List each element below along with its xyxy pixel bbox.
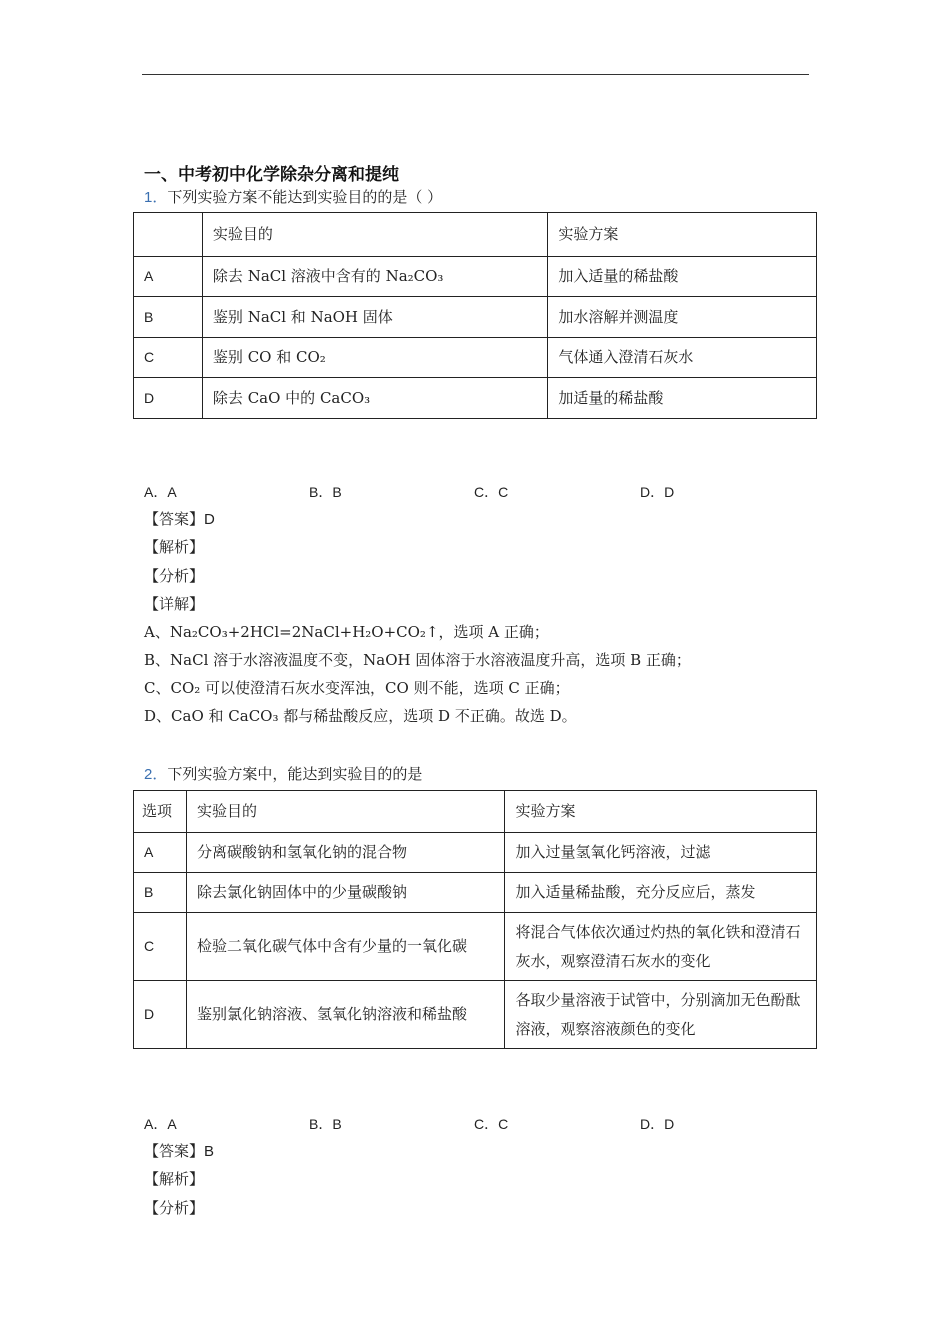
row-goal: 鉴别 CO 和 CO₂ [202, 338, 548, 378]
row-label: C [134, 338, 203, 378]
row-method: 加水溶解并测温度 [548, 297, 817, 338]
table-header-cell: 选项 [134, 791, 187, 833]
table-row [134, 338, 817, 378]
row-method: 加适量的稀盐酸 [548, 378, 817, 419]
analysis-label: 【解析】 [144, 1170, 205, 1188]
table-header-cell: 实验目的 [202, 213, 548, 257]
question-2-text: 下列实验方案中，能达到实验目的的是 [167, 765, 423, 783]
question-2-stem [144, 763, 422, 784]
row-method: 各取少量溶液于试管中，分别滴加无色酚酞溶液，观察溶液颜色的变化 [505, 981, 817, 1049]
row-method: 加入过量氢氧化钙溶液，过滤 [505, 833, 817, 873]
question-1-number: 1． [144, 189, 168, 206]
row-label: B [134, 873, 187, 913]
row-label: D [134, 981, 187, 1049]
table-row [134, 913, 817, 981]
table-row [134, 981, 817, 1049]
option-b[interactable]: B．B [309, 1116, 342, 1132]
question-1-stem [144, 186, 442, 207]
analysis-label: 【解析】 [144, 538, 205, 556]
row-label: A [134, 833, 187, 873]
question-1-text: 下列实验方案不能达到实验目的的是（ ） [167, 188, 443, 206]
row-method: 加入适量稀盐酸，充分反应后，蒸发 [505, 873, 817, 913]
table-row [134, 833, 817, 873]
row-goal: 除去 NaCl 溶液中含有的 Na₂CO₃ [202, 257, 548, 297]
question-2-number: 2． [144, 766, 168, 783]
row-method: 加入适量的稀盐酸 [548, 257, 817, 297]
option-d[interactable]: D．D [640, 1116, 675, 1132]
question-2-options [144, 1114, 824, 1136]
row-label: D [134, 378, 203, 419]
detail-line: D、CaO 和 CaCO₃ 都与稀盐酸反应，选项 D 不正确。故选 D。 [144, 707, 577, 725]
table-header-cell [134, 213, 203, 257]
table-header-row [134, 213, 817, 257]
breakdown-label: 【分析】 [144, 567, 205, 585]
table-header-row [134, 791, 817, 833]
table-row [134, 257, 817, 297]
row-goal: 除去氯化钠固体中的少量碳酸钠 [186, 873, 505, 913]
table-header-cell: 实验方案 [505, 791, 817, 833]
question-2-table [133, 790, 817, 1049]
breakdown-label: 【分析】 [144, 1199, 205, 1217]
row-label: A [134, 257, 203, 297]
row-label: C [134, 913, 187, 981]
row-goal: 检验二氧化碳气体中含有少量的一氧化碳 [186, 913, 505, 981]
answer-label: 【答案】 [144, 1142, 205, 1160]
row-goal: 除去 CaO 中的 CaCO₃ [202, 378, 548, 419]
option-d[interactable]: D．D [640, 484, 675, 500]
table-row [134, 378, 817, 419]
detail-line: B、NaCl 溶于水溶液温度不变，NaOH 固体溶于水溶液温度升高，选项 B 正确； [144, 651, 691, 669]
detail-line: A、Na₂CO₃+2HCl=2NaCl+H₂O+CO₂↑，选项 A 正确； [144, 623, 549, 641]
table-header-cell: 实验目的 [186, 791, 505, 833]
row-method: 气体通入澄清石灰水 [548, 338, 817, 378]
question-1-answer [144, 508, 215, 531]
table-row [134, 873, 817, 913]
detail-label: 【详解】 [144, 595, 205, 613]
answer-label: 【答案】 [144, 510, 205, 528]
question-1-options [144, 482, 824, 504]
row-goal: 鉴别氯化钠溶液、氢氧化钠溶液和稀盐酸 [186, 981, 505, 1049]
table-header-cell: 实验方案 [548, 213, 817, 257]
question-1-table [133, 212, 817, 419]
table-row [134, 297, 817, 338]
answer-value: B [204, 1143, 215, 1160]
row-label: B [134, 297, 203, 338]
row-goal: 分离碳酸钠和氢氧化钠的混合物 [186, 833, 505, 873]
header-rule [142, 74, 809, 75]
option-c[interactable]: C．C [474, 1116, 509, 1132]
option-b[interactable]: B．B [309, 484, 342, 500]
option-c[interactable]: C．C [474, 484, 509, 500]
row-method: 将混合气体依次通过灼热的氧化铁和澄清石灰水，观察澄清石灰水的变化 [505, 913, 817, 981]
row-goal: 鉴别 NaCl 和 NaOH 固体 [202, 297, 548, 338]
option-a[interactable]: A．A [144, 484, 177, 500]
section-title: 一、中考初中化学除杂分离和提纯 [144, 165, 399, 185]
answer-value: D [204, 511, 215, 528]
detail-line: C、CO₂ 可以使澄清石灰水变浑浊，CO 则不能，选项 C 正确； [144, 679, 570, 697]
question-2-answer [144, 1140, 214, 1163]
option-a[interactable]: A．A [144, 1116, 177, 1132]
